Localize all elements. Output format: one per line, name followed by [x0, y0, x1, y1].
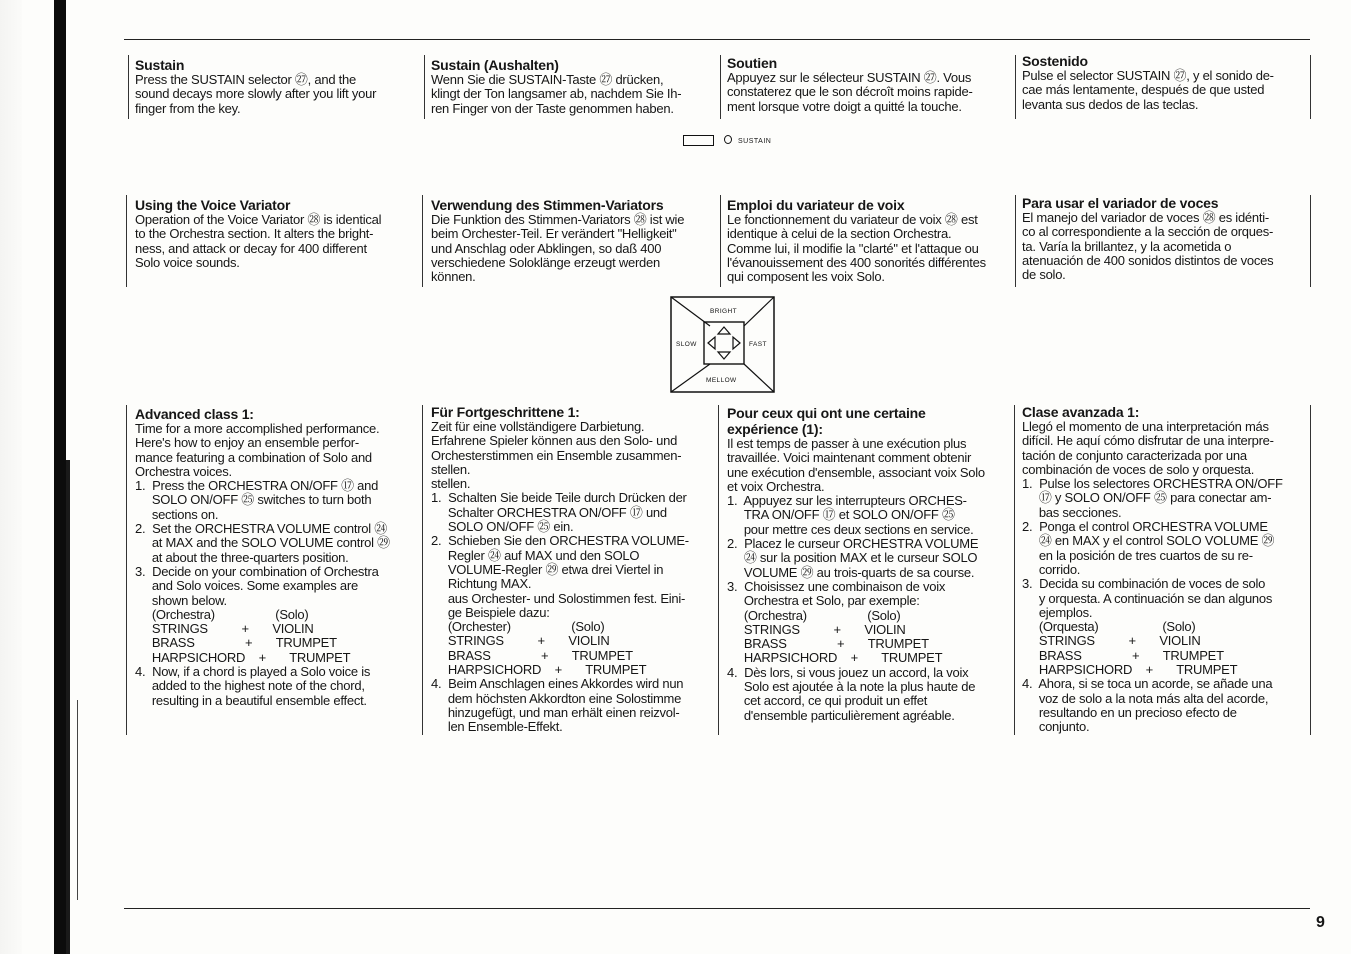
sustain-en-heading: Sustain	[135, 57, 185, 73]
variator-es-heading: Para usar el variador de voces	[1022, 195, 1219, 211]
binding-crease	[77, 700, 78, 900]
divider-advanced-fr	[718, 405, 719, 735]
sustain-indicator-label: SUSTAIN	[738, 138, 772, 145]
sustain-es-text: Pulse el selector SUSTAIN ㉗, y el sonido de- cae más lentamente, después de que usted levanta sus dedos de las teclas.	[1022, 68, 1274, 112]
triangle-up-icon	[718, 327, 730, 334]
advanced-es-heading: Clase avanzada 1:	[1022, 404, 1140, 420]
page-number: 9	[1316, 914, 1325, 931]
advanced-de-heading: Für Fortgeschrittene 1:	[431, 404, 580, 420]
triangle-right-icon	[733, 337, 740, 349]
sustain-en-text: Press the SUSTAIN selector ㉗, and the sound decays more slowly after you lift your finger from the key.	[135, 72, 377, 116]
sustain-fr-block	[721, 55, 1013, 114]
sustain-fr-text: Appuyez sur le sélecteur SUSTAIN ㉗. Vous constaterez que le son décroît moins rapide- ment lorsque votre doigt a quitté la touche.	[727, 70, 973, 114]
advanced-en-heading: Advanced class 1:	[135, 406, 254, 422]
triangle-down-icon	[718, 352, 730, 359]
advanced-en-text: Time for a more accomplished performance. Here's how to enjoy an ensemble perfor- mance featuring a combination of Solo and Orchestra voices. 1. Press the ORCHESTRA ON/OFF ⑰ and SOLO ON/OFF ㉕ switches to turn both sections on. 2. Set the ORCHESTRA VOLUME control ㉔ at MAX and the SOLO VOLUME control ㉙ at about the three-quarters position. 3. Decide on your combination of Orchestra and Solo voices. Some examples are shown below. (Orchestra) (Solo) STRINGS + VIOLIN BRASS + TRUMPET HARPSICHORD + TRUMPET 4. Now, if a chord is played a Solo voice is added to the highest note of the chord, resulting in a beautiful ensemble effect.	[135, 421, 390, 708]
variator-fr-block	[721, 197, 1013, 284]
page-binding-edge	[0, 0, 22, 954]
variator-slow-label: SLOW	[676, 341, 697, 348]
sustain-fr-heading: Soutien	[727, 55, 777, 71]
variator-es-text: El manejo del variador de voces ㉘ es idénti- co al correspondiente a la sección de orques- ta. Varía la brillantez, y la acometida o atenuación de 400 sonidos distintos de voces de solo.	[1022, 210, 1274, 283]
sustain-es-heading: Sostenido	[1022, 53, 1088, 69]
advanced-en-block	[129, 406, 409, 708]
sustain-es-block	[1016, 53, 1312, 112]
sustain-de-text: Wenn Sie die SUSTAIN-Taste ㉗ drücken, klingt der Ton langsamer ab, nachdem Sie Ih- ren Finger von der Taste genommen haben.	[431, 72, 682, 116]
top-rule	[124, 39, 1310, 40]
variator-mellow-label: MELLOW	[706, 377, 737, 384]
divider-advanced-es	[1014, 405, 1015, 735]
divider-advanced-de	[422, 405, 423, 735]
variator-es-block	[1016, 195, 1312, 282]
variator-fr-heading: Emploi du variateur de voix	[727, 197, 905, 213]
sustain-key-icon	[683, 135, 714, 146]
sustain-lamp-icon	[724, 135, 732, 144]
divider-advanced-en	[126, 405, 127, 735]
variator-de-text: Die Funktion des Stimmen-Variators ㉘ ist wie beim Orchester-Teil. Er verändert "Helligkeit" und Anschlag oder Abklingen, so daß 400 verschiedene Soloklänge erzeugt werden können.	[431, 212, 685, 285]
variator-bright-label: BRIGHT	[710, 308, 737, 315]
triangle-left-icon	[708, 337, 715, 349]
advanced-es-text: Llegó el momento de una interpretación más difícil. He aquí cómo disfrutar de una interpre- tación de conjunto caracterizada por una combinación de voces de solo y orquesta. 1. Pulse los selectores ORCHESTRA ON/OFF ⑰ y SOLO ON/OFF ㉕ para conectar am- bas secciones. 2. Ponga el control ORCHESTRA VOLUME ㉔ en MAX y el control SOLO VOLUME ㉙ en la posición de tres cuartos de su re- corrido. 3. Decida su combinación de voces de solo y orquesta. A continuación se dan algunos ejemplos. (Orquesta) (Solo) STRINGS + VIOLIN BRASS + TRUMPET HARPSICHORD + TRUMPET 4. Ahora, si se toca un acorde, se añade una voz de solo a la nota más alta del acorde, resultando en un precioso efecto de conjunto.	[1022, 419, 1283, 735]
voice-variator-diagram	[670, 296, 776, 394]
advanced-fr-heading: Pour ceux qui ont une certaine expérience (1):	[727, 405, 926, 437]
variator-en-heading: Using the Voice Variator	[135, 197, 291, 213]
sustain-en-block	[129, 57, 409, 116]
binding-shadow-lower	[66, 460, 70, 954]
variator-fast-label: FAST	[749, 341, 767, 348]
variator-en-block	[129, 197, 409, 270]
variator-en-text: Operation of the Voice Variator ㉘ is identical to the Orchestra section. It alters the bright- ness, and attack or decay for 400 different Solo voice sounds.	[135, 212, 382, 270]
variator-de-heading: Verwendung des Stimmen-Variators	[431, 197, 664, 213]
advanced-de-block	[425, 404, 717, 735]
divider-variator-de	[422, 195, 423, 287]
advanced-de-text: Zeit für eine vollständigere Darbietung. Erfahrene Spieler können aus den Solo- und Orchesterstimmen ein Ensemble zusammen- stellen. stellen. 1. Schalten Sie beide Teile durch Drücken der Schalter ORCHESTRA ON/OFF ⑰ und SOLO ON/OFF ㉕ ein. 2. Schieben Sie den ORCHESTRA VOLUME- Regler ㉔ auf MAX und den SOLO VOLUME-Regler ㉙ etwa drei Viertel in Richtung MAX. aus Orchester- und Solostimmen fest. Eini- ge Beispiele dazu: (Orchester) (Solo) STRINGS + VIOLIN BRASS + TRUMPET HARPSICHORD + TRUMPET 4. Beim Anschlagen eines Akkordes wird nun dem höchsten Akkordton eine Solostimme hinzugefügt, und man erhält einen reizvol- len Ensemble-Effekt.	[431, 419, 689, 735]
divider-variator-en	[126, 195, 127, 287]
binding-shadow	[54, 0, 66, 954]
variator-pad	[704, 322, 744, 364]
advanced-es-block	[1016, 404, 1312, 735]
advanced-fr-block	[721, 405, 1013, 723]
sustain-de-heading: Sustain (Aushalten)	[431, 57, 559, 73]
variator-fr-text: Le fonctionnement du variateur de voix ㉘ est identique à celui de la section Orchestra. Comme lui, il modifie la "clarté" et l'attaque ou l'évanouissement des 400 sonorités différentes qui composent les voix Solo.	[727, 212, 986, 285]
variator-de-block	[425, 197, 717, 284]
bottom-rule	[124, 908, 1310, 909]
sustain-de-block	[425, 57, 717, 116]
advanced-fr-text: Il est temps de passer à une exécution plus travaillée. Voici maintenant comment obtenir une exécution d'ensemble, associant voix Solo et voix Orchestra. 1. Appuyez sur les interrupteurs ORCHES- TRA ON/OFF ⑰ et SOLO ON/OFF ㉕ pour mettre ces deux sections en service. 2. Placez le curseur ORCHESTRA VOLUME ㉔ sur la position MAX et le curseur SOLO VOLUME ㉙ au trois-quarts de sa course. 3. Choisissez une combinaison de voix Orchestra et Solo, par exemple: (Orchestra) (Solo) STRINGS + VIOLIN BRASS + TRUMPET HARPSICHORD + TRUMPET 4. Dès lors, si vous jouez un accord, la voix Solo est ajoutée à la note la plus haute de cet accord, ce qui produit un effet d'ensemble particulièrement agréable.	[727, 436, 985, 723]
